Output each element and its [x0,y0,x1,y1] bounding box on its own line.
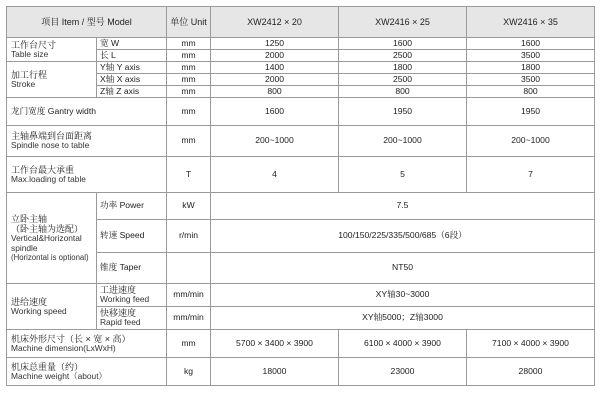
header-model-3: XW2416 × 35 [467,7,595,38]
weight-label: 机床总重量（约） Machine weight（about） [7,358,167,386]
table-row [7,193,595,220]
table-size-label: 工作台尺寸 Table size [7,38,97,62]
max-load-label: 工作台最大承重 Max.loading of table [7,157,167,193]
table-row [7,284,595,307]
value-cell: 1800 [339,62,467,74]
value-cell: 28000 [467,358,595,386]
feed-label: 进给速度 Working speed [7,284,97,330]
unit-cell: mm [167,126,211,157]
value-cell: NT50 [211,253,595,284]
unit-cell: mm/min [167,284,211,307]
value-cell: 1400 [211,62,339,74]
value-cell: 800 [467,86,595,98]
value-cell: 200~1000 [467,126,595,157]
unit-cell: r/min [167,220,211,253]
unit-cell: mm/min [167,307,211,330]
header-model-1: XW2412 × 20 [211,7,339,38]
table-row [7,98,595,126]
value-cell: 6100 × 4000 × 3900 [339,330,467,358]
unit-cell: mm [167,98,211,126]
spindle-taper-sub: 锥度 Taper [97,253,167,284]
spindle-nose-label: 主轴鼻端到台面距离 Spindle nose to table [7,126,167,157]
table-size-l-sub: 长 L [97,50,167,62]
value-cell: 200~1000 [211,126,339,157]
stroke-z-sub: Z轴 Z axis [97,86,167,98]
unit-cell: mm [167,50,211,62]
value-cell: 100/150/225/335/500/685（6段） [211,220,595,253]
spec-table [6,6,595,386]
header-model-2: XW2416 × 25 [339,7,467,38]
unit-cell: mm [167,74,211,86]
value-cell: 23000 [339,358,467,386]
spindle-label: 立卧主轴 （卧主轴为选配） Vertical&Horizontal spindle (Horizontal is optional) [7,193,97,284]
value-cell: 18000 [211,358,339,386]
table-row [7,62,595,74]
feed-rapid-sub: 快移速度 Rapid feed [97,307,167,330]
value-cell: 1600 [467,38,595,50]
value-cell: 5700 × 3400 × 3900 [211,330,339,358]
value-cell: 1950 [467,98,595,126]
value-cell: 2500 [339,50,467,62]
stroke-label: 加工行程 Stroke [7,62,97,98]
spindle-speed-sub: 转速 Speed [97,220,167,253]
table-size-w-sub: 宽 W [97,38,167,50]
value-cell: 800 [211,86,339,98]
table-row [7,38,595,50]
header-row [7,7,595,38]
value-cell: 1800 [467,62,595,74]
dimension-label: 机床外形尺寸（长 × 宽 × 高） Machine dimension(LxWxH) [7,330,167,358]
value-cell: XY轴5000；Z轴3000 [211,307,595,330]
unit-cell: T [167,157,211,193]
value-cell: 7 [467,157,595,193]
value-cell: 2000 [211,50,339,62]
value-cell: 800 [339,86,467,98]
value-cell: 5 [339,157,467,193]
value-cell: 1250 [211,38,339,50]
unit-cell: kg [167,358,211,386]
feed-working-sub: 工进速度 Working feed [97,284,167,307]
unit-cell [167,253,211,284]
value-cell: 1950 [339,98,467,126]
value-cell: 2500 [339,74,467,86]
table-row [7,126,595,157]
value-cell: 1600 [339,38,467,50]
value-cell: 7100 × 4000 × 3900 [467,330,595,358]
unit-cell: mm [167,330,211,358]
value-cell: 1600 [211,98,339,126]
unit-cell: mm [167,62,211,74]
spec-table-wrapper [6,6,594,386]
value-cell: XY轴30~3000 [211,284,595,307]
value-cell: 3500 [467,50,595,62]
value-cell: 3500 [467,74,595,86]
header-item-model: 项目 Item / 型号 Model [7,7,167,38]
table-row [7,330,595,358]
table-row [7,157,595,193]
stroke-y-sub: Y轴 Y axis [97,62,167,74]
value-cell: 200~1000 [339,126,467,157]
value-cell: 7.5 [211,193,595,220]
unit-cell: mm [167,86,211,98]
gantry-label: 龙门宽度 Gantry width [7,98,167,126]
unit-cell: kW [167,193,211,220]
unit-cell: mm [167,38,211,50]
header-unit: 单位 Unit [167,7,211,38]
spindle-power-sub: 功率 Power [97,193,167,220]
value-cell: 2000 [211,74,339,86]
stroke-x-sub: X轴 X axis [97,74,167,86]
value-cell: 4 [211,157,339,193]
table-row [7,358,595,386]
